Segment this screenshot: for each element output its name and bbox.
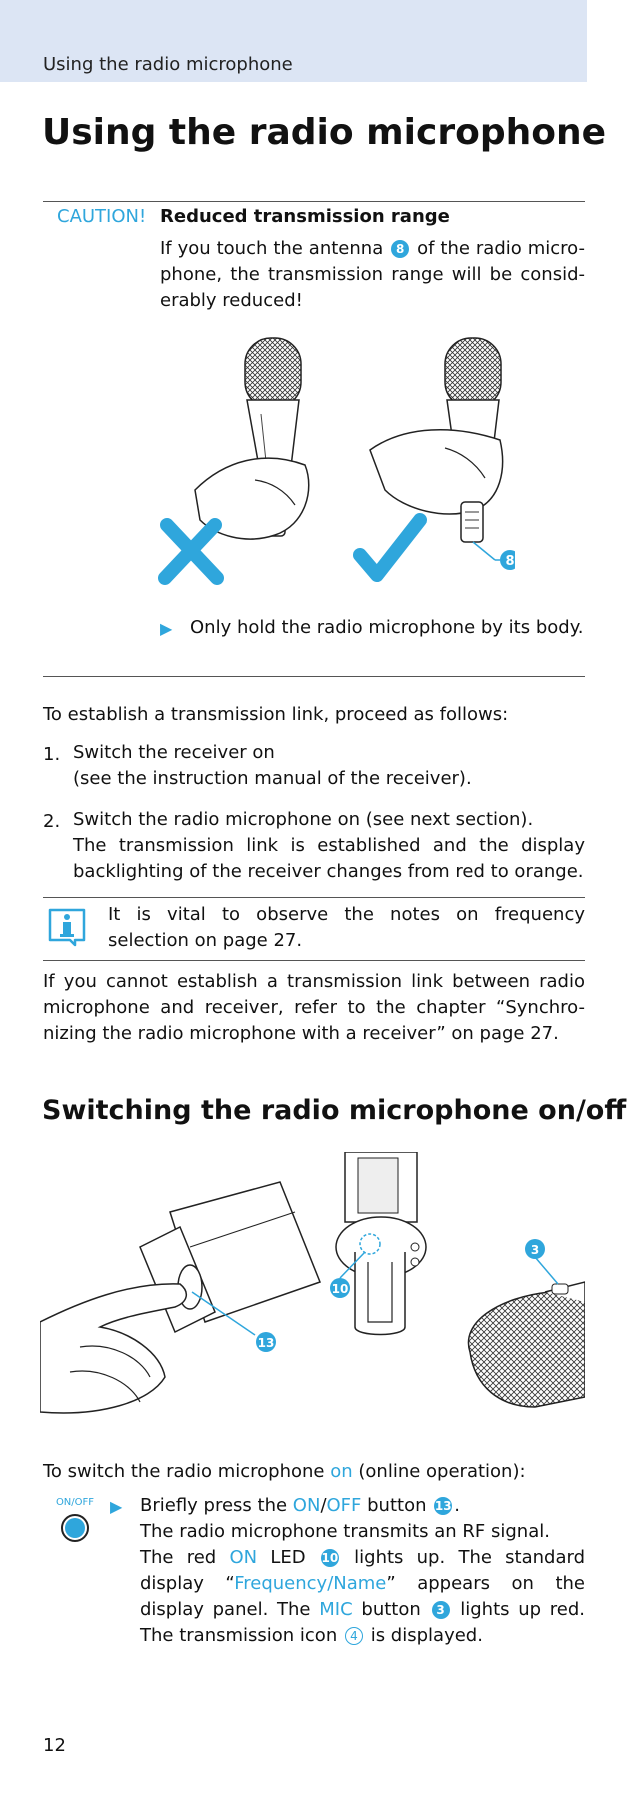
onoff-button-icon: ON/OFF [52, 1497, 98, 1542]
info-icon [47, 907, 87, 947]
mic-wrong-grip [195, 338, 309, 539]
caution-instruction: Only hold the radio microphone by its body. [190, 617, 584, 638]
sync-paragraph: If you cannot establish a transmission link between radio microphone and receiver, refer to the chapter “Synchro-nizing the radio microphone with a receiver” on page 27. [43, 971, 585, 1044]
step-2-number: 2. [43, 811, 61, 832]
step-1-text: Switch the receiver on (see the instruction manual of the receiver). [73, 742, 472, 789]
led-callout-number: 10 [331, 1282, 349, 1296]
mic-number-badge: 3 [432, 1601, 450, 1619]
running-header: Using the radio microphone [43, 54, 293, 75]
onoff-illustration [40, 1152, 585, 1437]
page-number: 12 [43, 1735, 66, 1756]
mic-button-callout [525, 1239, 558, 1284]
antenna-callout-number: 8 [505, 554, 515, 569]
transmitter-base [336, 1152, 426, 1335]
step-arrow-icon: ▶ [110, 1497, 123, 1516]
transmitter-body [140, 1182, 320, 1332]
section-intro: To switch the radio microphone on (online operation): [43, 1461, 526, 1482]
antenna-callout [473, 542, 515, 570]
instruction-arrow-icon: ▶ [160, 619, 173, 638]
caution-bottom-rule [43, 676, 585, 677]
step-2-text: Switch the radio microphone on (see next section). The transmission link is established and the display backlighting of the receiver changes from red to orange. [73, 809, 585, 882]
mic-correct-grip [370, 338, 503, 542]
mic-holding-illustration [155, 330, 515, 590]
pressing-hand [40, 1284, 186, 1413]
page-title: Using the radio microphone [42, 112, 606, 153]
note-bottom-rule [43, 960, 585, 961]
intro-text: To establish a transmission link, proceed as follows: [43, 704, 509, 725]
led-number-badge: 10 [321, 1551, 339, 1565]
correct-grip-checkmark-icon [360, 520, 420, 575]
section-title: Switching the radio microphone on/off [42, 1095, 627, 1126]
caution-top-rule [43, 201, 585, 202]
step-1-number: 1. [43, 744, 61, 765]
onoff-button-callout-number: 13 [257, 1336, 275, 1350]
caution-heading: Reduced transmission range [160, 206, 450, 227]
switch-on-step: Briefly press the ON/OFF button 13 . The radio microphone transmits an RF signal. The red ON LED 10 lights up. The standard display “Frequency/Name” appears on the display panel. The MIC button 3 lights up red. The transmission icon 4 is displayed. [140, 1495, 586, 1646]
mic-button-callout-number: 3 [530, 1243, 540, 1257]
mic-head [468, 1282, 585, 1407]
antenna-number-badge: 8 [391, 240, 409, 258]
caution-label: CAUTION! [57, 206, 147, 227]
transmission-icon-number: 4 [345, 1627, 363, 1645]
caution-text: If you touch the antenna 8 of the radio micro-phone, the transmission range will be consid-erably reduced! [160, 238, 585, 311]
note-text: It is vital to observe the notes on frequency selection on page 27. [108, 904, 585, 951]
onoff-number-badge: 13 [434, 1499, 452, 1513]
note-top-rule [43, 897, 585, 898]
wrong-grip-cross-icon [165, 525, 217, 578]
